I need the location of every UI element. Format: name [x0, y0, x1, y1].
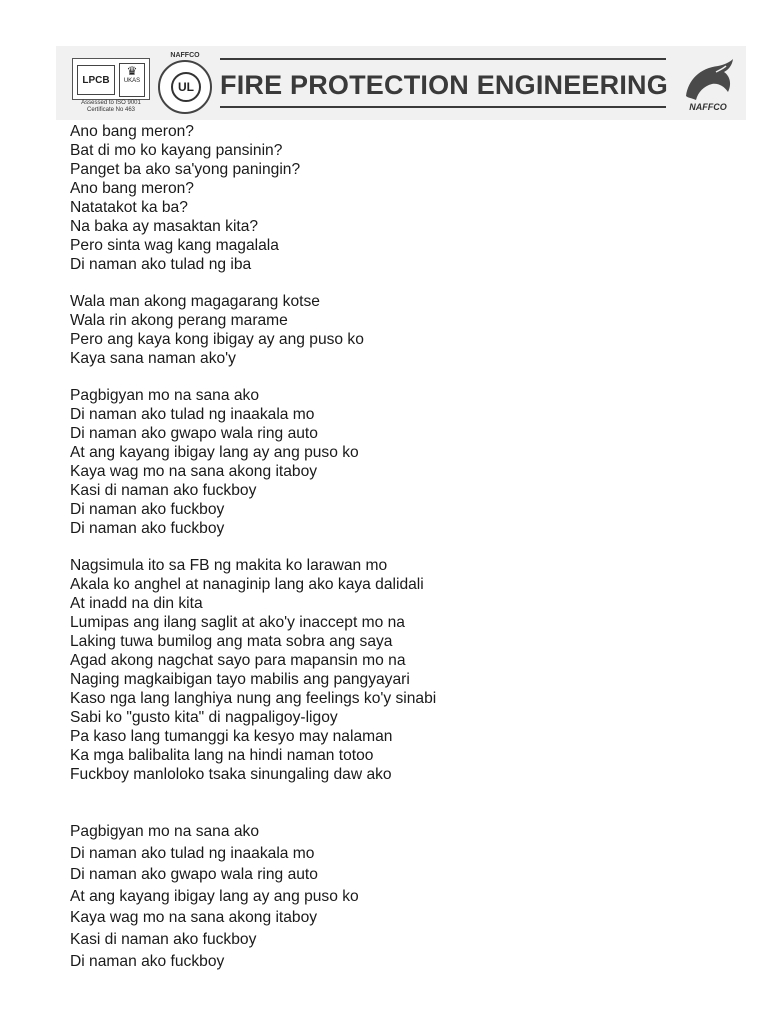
lyric-line: Sabi ko "gusto kita" di nagpaligoy-ligoy	[70, 709, 338, 726]
ukas-logo	[119, 63, 145, 97]
iso-line-2: Certificate No 463	[86, 107, 136, 113]
lyric-line: Di naman ako fuckboy	[70, 952, 225, 970]
stanza-1	[70, 122, 730, 274]
lpcb-logo: LPCB	[77, 65, 115, 95]
lyric-line: Akala ko anghel at nanaginip lang ako kaya dalidali	[70, 576, 424, 593]
certification-logos	[72, 58, 150, 100]
lyric-line: Fuckboy manloloko tsaka sinungaling daw ako	[70, 766, 392, 783]
header-rule-top	[220, 58, 666, 60]
ukas-label: UKAS	[123, 78, 141, 84]
crown-icon: ♛	[126, 64, 138, 78]
lyric-line: Wala man akong magagarang kotse	[70, 293, 320, 310]
ul-mark: UL	[171, 72, 201, 102]
lyric-line: Di naman ako gwapo wala ring auto	[70, 425, 318, 442]
lyric-line: Bat di mo ko kayang pansinin?	[70, 142, 283, 159]
iso-certification-text	[66, 100, 156, 114]
lyric-line: Lumipas ang ilang saglit at ako'y inaccept mo na	[70, 614, 405, 631]
lyric-line: Di naman ako gwapo wala ring auto	[70, 866, 318, 884]
stanza-3-chorus	[70, 386, 730, 538]
stanza-gap	[70, 274, 730, 292]
header-title: FIRE PROTECTION ENGINEERING	[220, 70, 668, 100]
lyric-line: Di naman ako tulad ng inaakala mo	[70, 844, 315, 862]
lyric-line: Agad akong nagchat sayo para mapansin mo na	[70, 652, 406, 669]
lyric-line: Kasi di naman ako fuckboy	[70, 930, 257, 948]
lyric-line: Di naman ako tulad ng inaakala mo	[70, 406, 315, 423]
lyric-line: Di naman ako fuckboy	[70, 501, 225, 518]
stanza-5-chorus	[70, 821, 730, 972]
lyric-line: Nagsimula ito sa FB ng makita ko larawan mo	[70, 557, 388, 574]
lyric-line: Wala rin akong perang marame	[70, 312, 288, 329]
lyric-line: Laking tuwa bumilog ang mata sobra ang saya	[70, 633, 393, 650]
lyric-line: Kasi di naman ako fuckboy	[70, 482, 257, 499]
lyric-line: Pero sinta wag kang magalala	[70, 237, 279, 254]
stanza-gap	[70, 368, 730, 386]
lyric-line: Naging magkaibigan tayo mabilis ang pangyayari	[70, 671, 410, 688]
ul-seal-logo	[158, 52, 212, 114]
lyric-line: At ang kayang ibigay lang ay ang puso ko	[70, 444, 359, 461]
iso-line-1: Assessed to ISO 9001	[81, 100, 141, 106]
header-rule-bottom	[220, 106, 666, 108]
lyric-line: At inadd na din kita	[70, 595, 203, 612]
stanza-gap	[70, 538, 730, 556]
lyric-line: Kaso nga lang langhiya nung ang feelings ko'y sinabi	[70, 690, 437, 707]
lyric-line: Pa kaso lang tumanggi ka kesyo may nalaman	[70, 728, 393, 745]
lyric-line: Di naman ako fuckboy	[70, 520, 225, 537]
lyric-line: Pagbigyan mo na sana ako	[70, 387, 259, 404]
lyric-line: Ano bang meron?	[70, 123, 194, 140]
lyric-line: Di naman ako tulad ng iba	[70, 256, 252, 273]
lyrics-body	[70, 122, 730, 972]
lyric-line: Ka mga balibalita lang na hindi naman totoo	[70, 747, 374, 764]
stanza-4	[70, 556, 730, 784]
stanza-gap	[70, 784, 730, 821]
naffco-dolphin-icon	[678, 58, 738, 104]
stanza-2	[70, 292, 730, 368]
lyric-line: Kaya sana naman ako'y	[70, 350, 236, 367]
lyric-line: Panget ba ako sa'yong paningin?	[70, 161, 301, 178]
naffco-brand-name: NAFFCO	[689, 102, 727, 112]
lyric-line: Pero ang kaya kong ibigay ay ang puso ko	[70, 331, 364, 348]
lyric-line: Kaya wag mo na sana akong itaboy	[70, 909, 318, 927]
document-header	[56, 46, 746, 120]
lyric-line: At ang kayang ibigay lang ay ang puso ko	[70, 887, 359, 905]
ul-seal-ring-text: NAFFCO	[170, 52, 200, 59]
lyric-line: Ano bang meron?	[70, 180, 194, 197]
lyric-line: Natatakot ka ba?	[70, 199, 188, 216]
lyric-line: Na baka ay masaktan kita?	[70, 218, 259, 235]
lyric-line: Pagbigyan mo na sana ako	[70, 823, 259, 840]
lyric-line: Kaya wag mo na sana akong itaboy	[70, 463, 318, 480]
